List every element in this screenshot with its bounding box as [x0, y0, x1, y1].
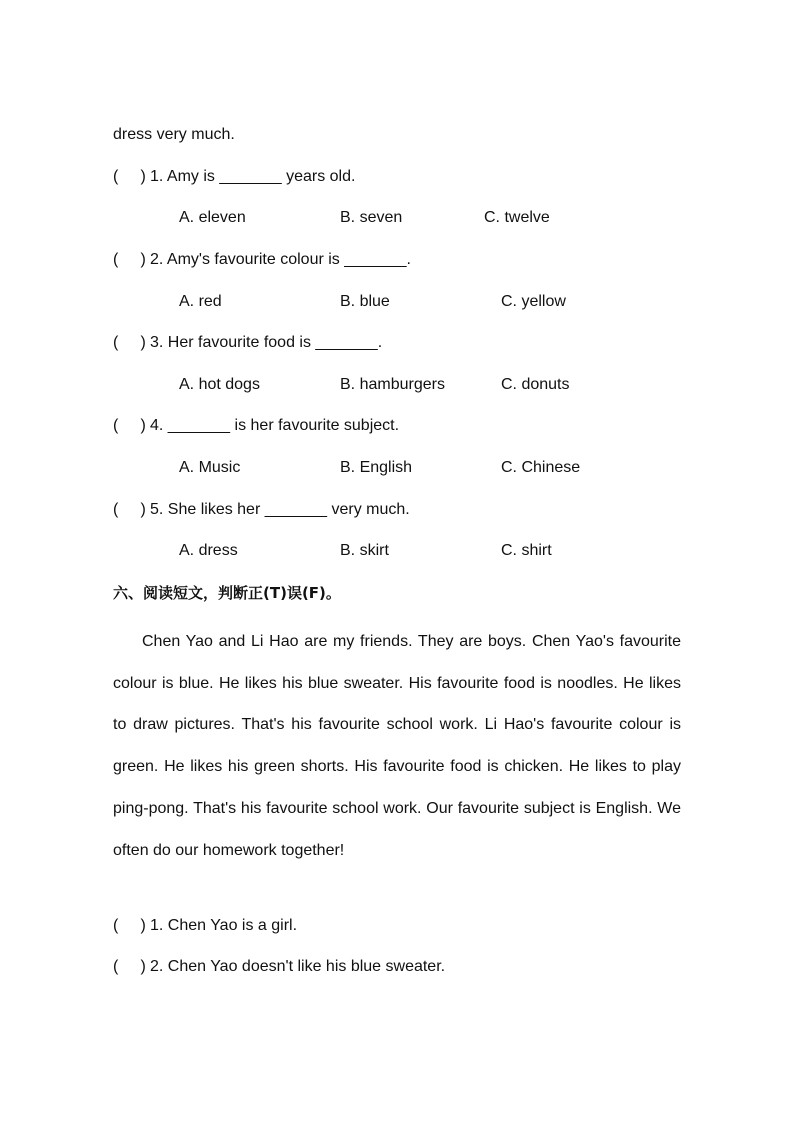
q1-option-c: C. twelve — [484, 209, 550, 226]
passage-continuation: dress very much. — [113, 126, 235, 143]
section-6-heading: 六、阅读短文，判断正(T)误(F)。 — [113, 584, 341, 602]
answer-blank-q1[interactable]: ( ) — [113, 168, 146, 185]
question-2-text: 2. Amy's favourite colour is _______. — [150, 251, 411, 268]
answer-blank-q3[interactable]: ( ) — [113, 334, 146, 351]
reading-passage: Chen Yao and Li Hao are my friends. They are boys. Chen Yao's favourite colour is blue. He likes his blue sweater. His favourite food is noodles. He likes to draw pictures. That's his favourite school work. Li Hao's favourite colour is green. He likes his green shorts. His favourite food is chicken. He likes to play ping-pong. That's his favourite school work. Our favourite subject is English. We often do our homework together! — [113, 633, 681, 859]
q3-option-a: A. hot dogs — [179, 376, 260, 393]
question-4-text: 4. _______ is her favourite subject. — [150, 417, 400, 434]
statement-1-text: 1. Chen Yao is a girl. — [150, 917, 298, 934]
q3-option-c: C. donuts — [501, 376, 570, 393]
q2-option-b: B. blue — [340, 293, 390, 310]
question-3-text: 3. Her favourite food is _______. — [150, 334, 383, 351]
answer-blank-tf1[interactable]: ( ) — [113, 917, 146, 934]
q3-option-b: B. hamburgers — [340, 376, 445, 393]
q4-option-a: A. Music — [179, 459, 241, 476]
q2-option-a: A. red — [179, 293, 222, 310]
answer-blank-q2[interactable]: ( ) — [113, 251, 146, 268]
q4-option-b: B. English — [340, 459, 413, 476]
q5-option-b: B. skirt — [340, 542, 389, 559]
question-5-text: 5. She likes her _______ very much. — [150, 501, 410, 518]
statement-2-text: 2. Chen Yao doesn't like his blue sweater. — [150, 958, 446, 975]
q1-option-b: B. seven — [340, 209, 403, 226]
q4-option-c: C. Chinese — [501, 459, 581, 476]
q1-option-a: A. eleven — [179, 209, 246, 226]
q5-option-c: C. shirt — [501, 542, 552, 559]
q2-option-c: C. yellow — [501, 293, 566, 310]
question-1-text: 1. Amy is _______ years old. — [150, 168, 356, 185]
q5-option-a: A. dress — [179, 542, 238, 559]
answer-blank-q5[interactable]: ( ) — [113, 501, 146, 518]
answer-blank-tf2[interactable]: ( ) — [113, 958, 146, 975]
answer-blank-q4[interactable]: ( ) — [113, 417, 146, 434]
